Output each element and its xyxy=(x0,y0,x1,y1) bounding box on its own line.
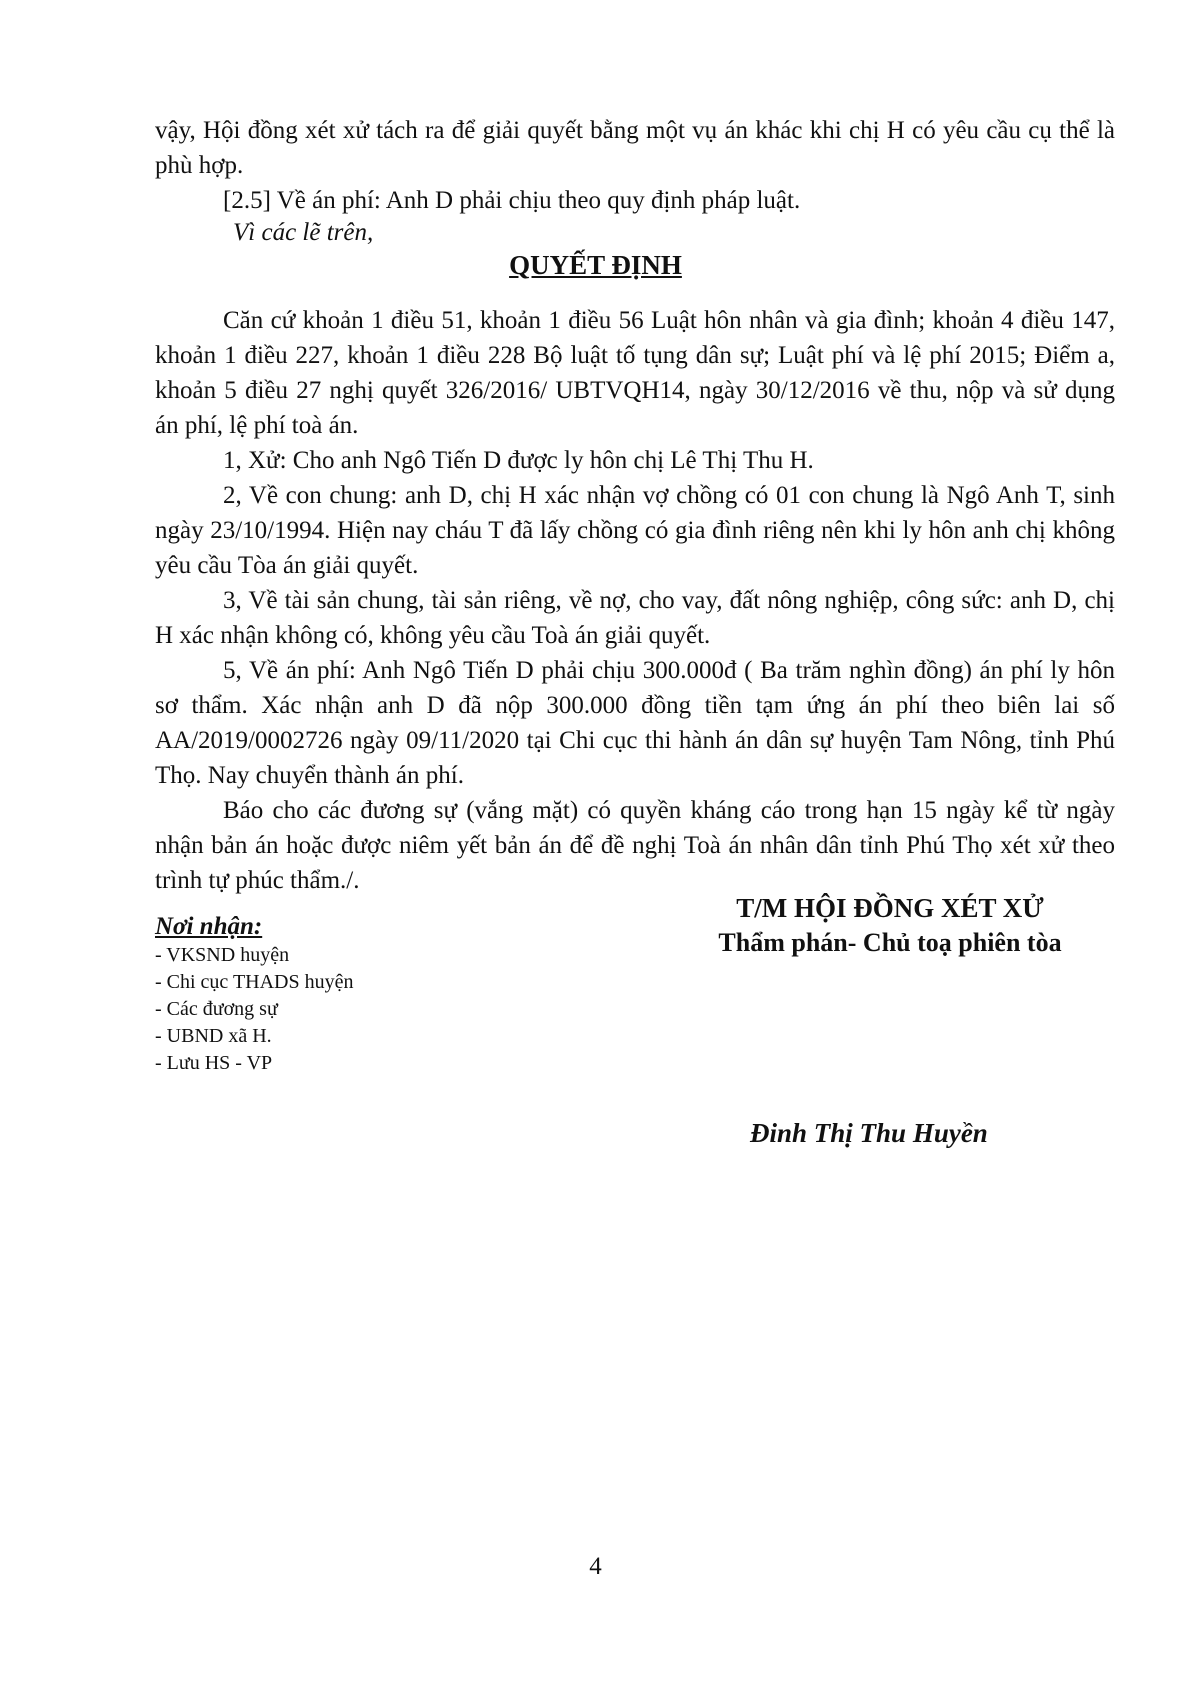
recipient-item: - Các đương sự xyxy=(155,998,278,1020)
paragraph-ruling-divorce: 1, Xử: Cho anh Ngô Tiến D được ly hôn chị Lê Thị Thu H. xyxy=(223,447,814,474)
signer-name: Đinh Thị Thu Huyền xyxy=(750,1118,988,1148)
paragraph-legal-basis: Căn cứ khoản 1 điều 51, khoản 1 điều 56 Luật hôn nhân và gia đình; khoản 4 điều 147, khoản 1 điều 227, khoản 1 điều 228 Bộ luật tố tụng dân sự; Luật phí và lệ phí 2015; Điểm a, khoản 5 điều 27 nghị quyết 326/2016/ UBTVQH14, ngày 30/12/2016 về thu, nộp và sử dụng án phí, lệ phí toà án. xyxy=(155,307,1115,439)
reasoning-continuation xyxy=(155,113,1115,248)
signature-subtitle: Thẩm phán- Chủ toạ phiên tòa xyxy=(718,928,1062,957)
paragraph-ruling-fee: 5, Về án phí: Anh Ngô Tiến D phải chịu 300.000đ ( Ba trăm nghìn đồng) án phí ly hôn sơ thẩm. Xác nhận anh D đã nộp 300.000 đồng tiền tạm ứng án phí theo biên lai số AA/2019/0002726 ngày 09/11/2020 tại Chi cục thi hành án dân sự huyện Tam Nông, tỉnh Phú Thọ. Nay chuyển thành án phí. xyxy=(155,657,1115,789)
paragraph-ruling-property: 3, Về tài sản chung, tài sản riêng, về nợ, cho vay, đất nông nghiệp, công sức: anh D, chị H xác nhận không có, không yêu cầu Toà án giải quyết. xyxy=(155,587,1115,649)
recipients-heading: Nơi nhận: xyxy=(155,913,263,940)
recipient-item: - VKSND huyện xyxy=(155,944,290,966)
signature-title: T/M HỘI ĐỒNG XÉT XỬ xyxy=(736,893,1044,923)
paragraph-continuation: vậy, Hội đồng xét xử tách ra để giải quyết bằng một vụ án khác khi chị H có yêu cầu cụ thể là phù hợp. xyxy=(155,117,1115,179)
decision-title: QUYẾT ĐỊNH xyxy=(509,250,682,280)
paragraph-court-fee-reasoning: [2.5] Về án phí: Anh D phải chịu theo quy định pháp luật. xyxy=(223,187,801,214)
paragraph-therefore: Vì các lẽ trên, xyxy=(233,219,374,246)
recipient-item: - Lưu HS - VP xyxy=(155,1052,273,1074)
paragraph-ruling-children: 2, Về con chung: anh D, chị H xác nhận vợ chồng có 01 con chung là Ngô Anh T, sinh ngày 23/10/1994. Hiện nay cháu T đã lấy chồng có gia đình riêng nên khi ly hôn anh chị không yêu cầu Tòa án giải quyết. xyxy=(155,482,1115,579)
recipient-item: - UBND xã H. xyxy=(155,1025,272,1047)
page-number: 4 xyxy=(589,1553,602,1580)
decision-body xyxy=(155,303,1115,898)
recipient-item: - Chi cục THADS huyện xyxy=(155,971,354,993)
paragraph-appeal-notice: Báo cho các đương sự (vắng mặt) có quyền kháng cáo trong hạn 15 ngày kể từ ngày nhận bản án hoặc được niêm yết bản án để đề nghị Toà án nhân dân tỉnh Phú Thọ xét xử theo trình tự phúc thẩm./. xyxy=(155,797,1115,894)
recipients-list xyxy=(155,912,354,1077)
